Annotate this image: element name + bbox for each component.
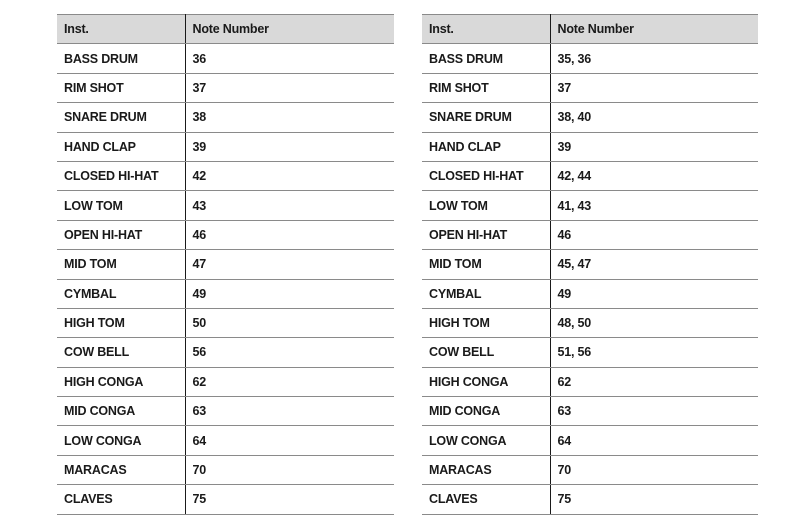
instrument-cell: SNARE DRUM: [422, 103, 550, 132]
table-row: [422, 103, 758, 132]
instrument-cell: MARACAS: [57, 455, 185, 484]
table-body: [422, 44, 758, 514]
table-row: [422, 308, 758, 337]
instrument-cell: CLAVES: [57, 485, 185, 514]
table-row: [422, 426, 758, 455]
note-number-cell: 37: [550, 73, 758, 102]
instrument-cell: OPEN HI-HAT: [422, 220, 550, 249]
instrument-cell: MID TOM: [57, 250, 185, 279]
note-number-cell: 42: [185, 161, 394, 190]
note-number-cell: 46: [185, 220, 394, 249]
inst-header: Inst.: [422, 15, 550, 44]
table-row: [57, 308, 394, 337]
note-number-cell: 62: [185, 367, 394, 396]
table-row: [57, 73, 394, 102]
table-row: [57, 338, 394, 367]
instrument-cell: MID CONGA: [57, 397, 185, 426]
note-number-cell: 36: [185, 44, 394, 73]
note-number-cell: 46: [550, 220, 758, 249]
note-number-cell: 48, 50: [550, 308, 758, 337]
table-row: [422, 220, 758, 249]
note-number-cell: 35, 36: [550, 44, 758, 73]
note-number-cell: 37: [185, 73, 394, 102]
instrument-cell: LOW CONGA: [57, 426, 185, 455]
table-row: [422, 397, 758, 426]
table-row: [422, 132, 758, 161]
note-number-cell: 47: [185, 250, 394, 279]
header-row: [57, 15, 394, 44]
table-row: [57, 485, 394, 514]
note-number-cell: 43: [185, 191, 394, 220]
table-row: [57, 161, 394, 190]
instrument-cell: LOW TOM: [57, 191, 185, 220]
instrument-cell: MID CONGA: [422, 397, 550, 426]
note-number-cell: 49: [550, 279, 758, 308]
instrument-cell: CLOSED HI-HAT: [422, 161, 550, 190]
instrument-cell: HAND CLAP: [57, 132, 185, 161]
instrument-cell: CLAVES: [422, 485, 550, 514]
note-number-cell: 38, 40: [550, 103, 758, 132]
instrument-cell: CLOSED HI-HAT: [57, 161, 185, 190]
note-number-cell: 51, 56: [550, 338, 758, 367]
instrument-cell: HIGH CONGA: [422, 367, 550, 396]
note-number-header: Note Number: [185, 15, 394, 44]
table-row: [57, 191, 394, 220]
table-row: [57, 367, 394, 396]
note-number-cell: 38: [185, 103, 394, 132]
note-number-cell: 42, 44: [550, 161, 758, 190]
table-row: [422, 367, 758, 396]
instrument-cell: CYMBAL: [57, 279, 185, 308]
note-number-cell: 39: [185, 132, 394, 161]
instrument-cell: COW BELL: [422, 338, 550, 367]
table-row: [57, 279, 394, 308]
note-number-cell: 63: [185, 397, 394, 426]
instrument-cell: BASS DRUM: [422, 44, 550, 73]
note-number-cell: 75: [185, 485, 394, 514]
table-row: [422, 455, 758, 484]
table-body: [57, 44, 394, 514]
note-number-cell: 45, 47: [550, 250, 758, 279]
note-table-right: [422, 14, 758, 515]
table-row: [57, 220, 394, 249]
note-number-cell: 56: [185, 338, 394, 367]
note-table-left: [57, 14, 394, 515]
table-row: [57, 44, 394, 73]
table-row: [422, 250, 758, 279]
instrument-cell: SNARE DRUM: [57, 103, 185, 132]
table-row: [422, 191, 758, 220]
instrument-cell: RIM SHOT: [422, 73, 550, 102]
table-row: [57, 397, 394, 426]
instrument-cell: HAND CLAP: [422, 132, 550, 161]
table-row: [422, 279, 758, 308]
instrument-cell: MID TOM: [422, 250, 550, 279]
instrument-cell: LOW TOM: [422, 191, 550, 220]
header-row: [422, 15, 758, 44]
instrument-cell: COW BELL: [57, 338, 185, 367]
table-row: [422, 485, 758, 514]
table-row: [57, 103, 394, 132]
note-number-header: Note Number: [550, 15, 758, 44]
note-number-cell: 49: [185, 279, 394, 308]
instrument-cell: CYMBAL: [422, 279, 550, 308]
instrument-cell: MARACAS: [422, 455, 550, 484]
instrument-cell: RIM SHOT: [57, 73, 185, 102]
table-row: [422, 338, 758, 367]
table-row: [57, 132, 394, 161]
note-number-cell: 70: [185, 455, 394, 484]
table-row: [57, 426, 394, 455]
instrument-cell: HIGH TOM: [57, 308, 185, 337]
note-number-cell: 64: [550, 426, 758, 455]
instrument-cell: LOW CONGA: [422, 426, 550, 455]
note-number-cell: 62: [550, 367, 758, 396]
note-number-cell: 63: [550, 397, 758, 426]
instrument-cell: OPEN HI-HAT: [57, 220, 185, 249]
note-number-cell: 39: [550, 132, 758, 161]
table-row: [57, 250, 394, 279]
note-number-cell: 70: [550, 455, 758, 484]
instrument-cell: BASS DRUM: [57, 44, 185, 73]
note-number-cell: 41, 43: [550, 191, 758, 220]
note-number-cell: 64: [185, 426, 394, 455]
table-row: [422, 161, 758, 190]
note-number-cell: 50: [185, 308, 394, 337]
instrument-cell: HIGH CONGA: [57, 367, 185, 396]
inst-header: Inst.: [57, 15, 185, 44]
instrument-cell: HIGH TOM: [422, 308, 550, 337]
table-row: [57, 455, 394, 484]
table-row: [422, 44, 758, 73]
table-row: [422, 73, 758, 102]
note-number-cell: 75: [550, 485, 758, 514]
